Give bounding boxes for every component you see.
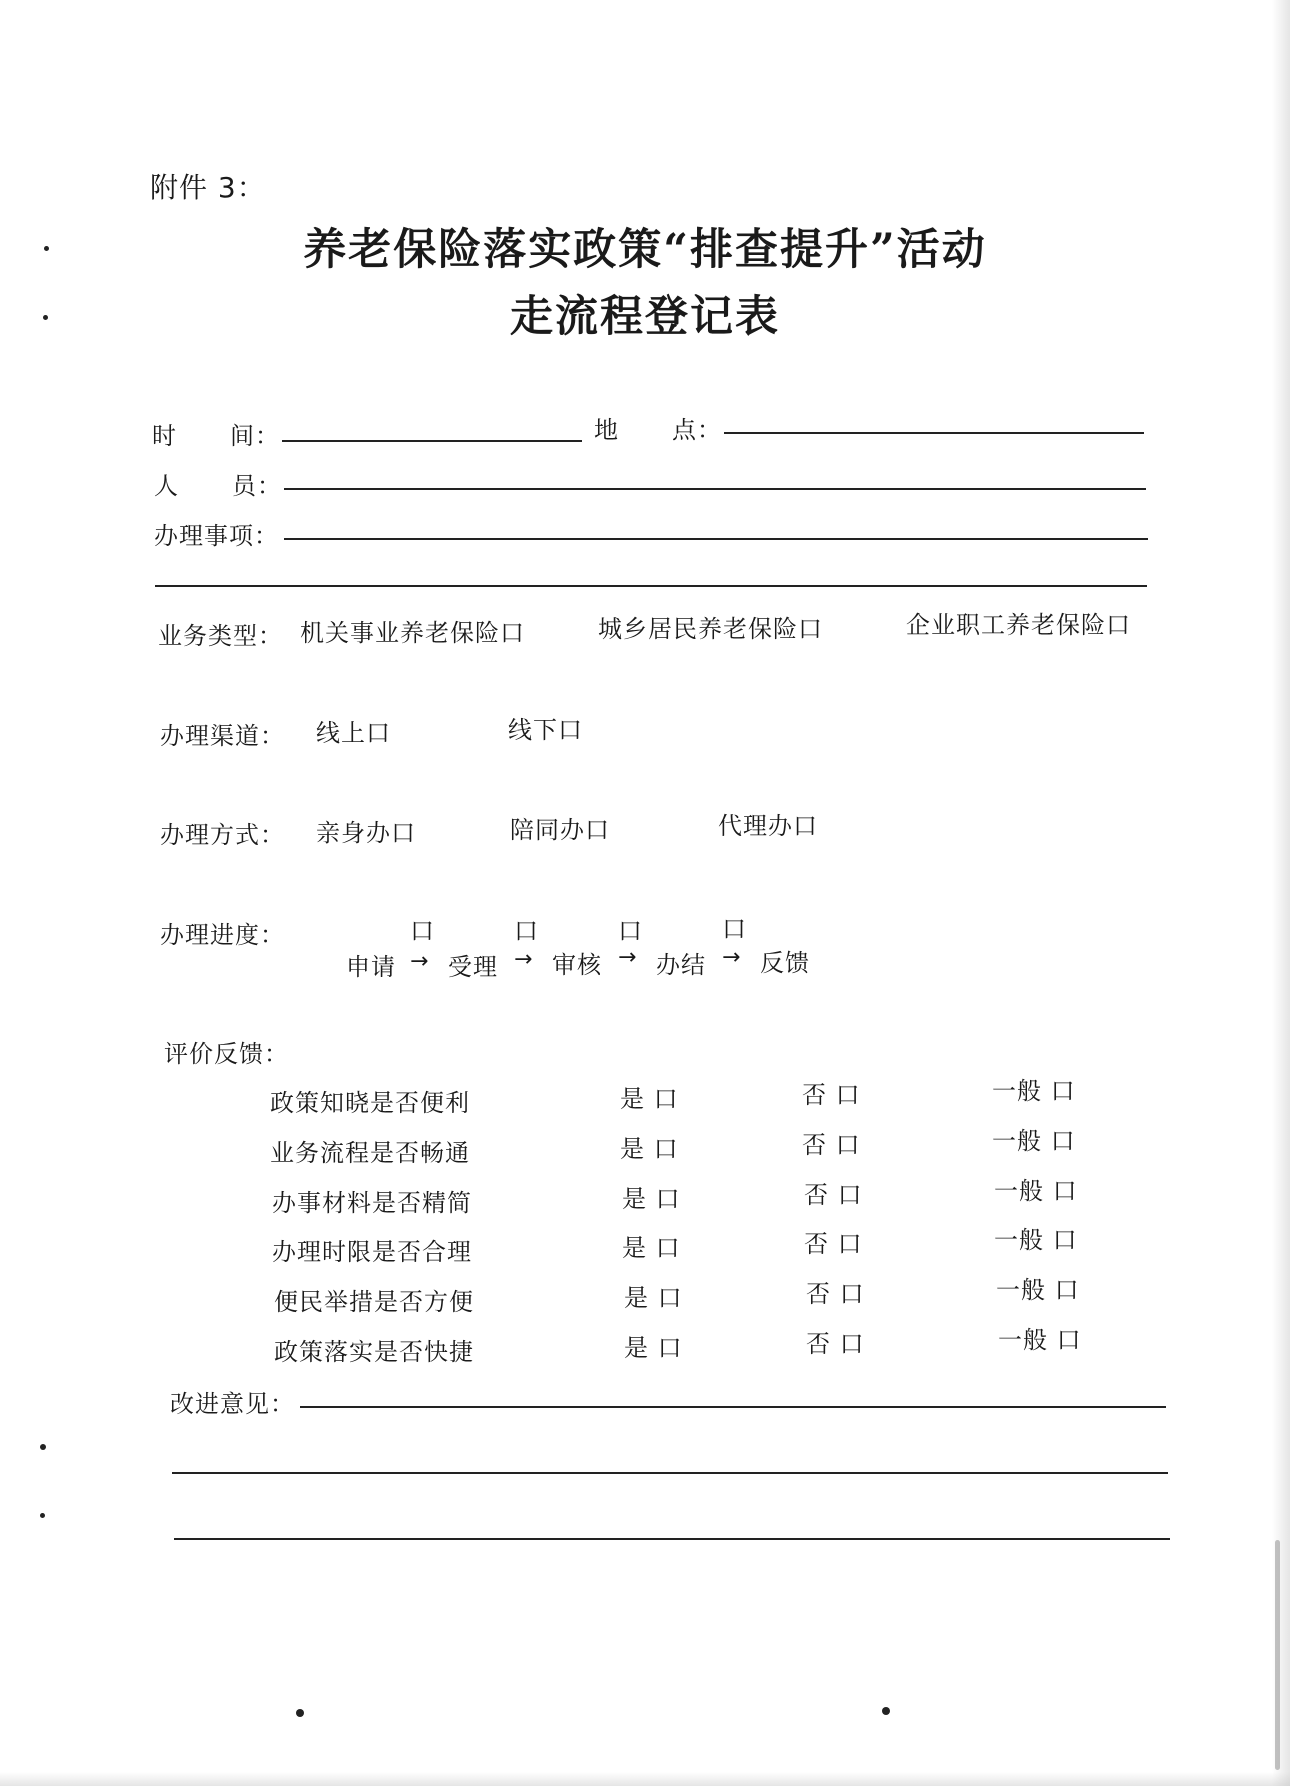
time-field-line[interactable] (282, 440, 582, 442)
improvement-field-line-2[interactable] (172, 1472, 1168, 1474)
business-type-option-enterprise[interactable]: 企业职工养老保险口 (906, 611, 1131, 639)
evaluation-no-checkbox[interactable]: 否 口 (804, 1230, 863, 1258)
evaluation-normal-checkbox[interactable]: 一般 口 (994, 1226, 1078, 1254)
scan-speck (43, 315, 48, 320)
method-option-proxy[interactable]: 代理办口 (718, 812, 818, 840)
binder-hole-mark (882, 1707, 890, 1715)
place-label-char-2: 点： (672, 416, 722, 444)
evaluation-no-checkbox[interactable]: 否 口 (802, 1131, 861, 1159)
progress-arrow-icon: → (514, 947, 534, 972)
business-type-option-urban-rural[interactable]: 城乡居民养老保险口 (598, 615, 823, 643)
channel-label: 办理渠道： (160, 722, 285, 750)
progress-step-feedback: 反馈 (760, 949, 810, 977)
evaluation-normal-checkbox[interactable]: 一般 口 (992, 1127, 1076, 1155)
evaluation-question-materials-simple: 办事材料是否精简 (272, 1189, 472, 1217)
evaluation-no-checkbox[interactable]: 否 口 (804, 1181, 863, 1209)
progress-checkbox-4[interactable]: 口 (722, 915, 747, 943)
page-bottom-shadow (0, 1772, 1290, 1786)
evaluation-yes-checkbox[interactable]: 是 口 (622, 1234, 681, 1262)
evaluation-normal-checkbox[interactable]: 一般 口 (998, 1326, 1082, 1354)
place-field-line[interactable] (724, 432, 1144, 434)
scan-speck (40, 1513, 45, 1518)
binder-hole-mark (296, 1709, 304, 1717)
evaluation-label: 评价反馈： (164, 1040, 289, 1068)
business-type-label: 业务类型： (158, 622, 283, 650)
attachment-label: 附件 3： (150, 171, 266, 204)
channel-option-online[interactable]: 线上口 (316, 719, 391, 747)
evaluation-normal-checkbox[interactable]: 一般 口 (994, 1177, 1078, 1205)
matter-field-line-2[interactable] (155, 585, 1147, 587)
evaluation-yes-checkbox[interactable]: 是 口 (620, 1085, 679, 1113)
evaluation-question-implementation-speed: 政策落实是否快捷 (274, 1338, 474, 1366)
scrollbar-thumb[interactable] (1275, 1540, 1280, 1770)
evaluation-yes-checkbox[interactable]: 是 口 (622, 1185, 681, 1213)
progress-step-complete: 办结 (656, 951, 706, 979)
title-line-1: 养老保险落实政策“排查提升”活动 (303, 225, 987, 275)
progress-label: 办理进度： (160, 921, 285, 949)
channel-option-offline[interactable]: 线下口 (508, 716, 583, 744)
progress-step-apply: 申请 (346, 953, 396, 981)
evaluation-question-convenience: 便民举措是否方便 (274, 1288, 474, 1316)
progress-arrow-icon: → (618, 945, 638, 970)
progress-arrow-icon: → (410, 949, 430, 974)
progress-checkbox-1[interactable]: 口 (410, 917, 435, 945)
evaluation-question-time-limit: 办理时限是否合理 (272, 1238, 472, 1266)
evaluation-normal-checkbox[interactable]: 一般 口 (992, 1077, 1076, 1105)
progress-step-review: 审核 (552, 951, 602, 979)
place-label-char-1: 地 (594, 416, 619, 444)
title-line-2: 走流程登记表 (510, 292, 780, 342)
scan-speck (40, 1444, 46, 1450)
progress-checkbox-3[interactable]: 口 (618, 917, 643, 945)
progress-step-accept: 受理 (448, 953, 498, 981)
matter-field-line-1[interactable] (284, 538, 1148, 540)
improvement-field-line-3[interactable] (174, 1538, 1170, 1540)
method-option-in-person[interactable]: 亲身办口 (316, 819, 416, 847)
evaluation-no-checkbox[interactable]: 否 口 (806, 1280, 865, 1308)
improvement-field-line-1[interactable] (300, 1406, 1166, 1408)
method-label: 办理方式： (160, 821, 285, 849)
matter-label: 办理事项： (154, 522, 279, 550)
progress-checkbox-2[interactable]: 口 (514, 917, 539, 945)
page-edge-shadow (1272, 0, 1290, 1786)
evaluation-question-process-smooth: 业务流程是否畅通 (270, 1139, 470, 1167)
evaluation-normal-checkbox[interactable]: 一般 口 (996, 1276, 1080, 1304)
evaluation-no-checkbox[interactable]: 否 口 (802, 1081, 861, 1109)
evaluation-yes-checkbox[interactable]: 是 口 (624, 1284, 683, 1312)
person-field-line[interactable] (284, 488, 1146, 490)
evaluation-yes-checkbox[interactable]: 是 口 (624, 1334, 683, 1362)
person-label-char-2: 员： (232, 472, 282, 500)
method-option-accompanied[interactable]: 陪同办口 (510, 816, 610, 844)
scan-speck (44, 246, 49, 251)
evaluation-no-checkbox[interactable]: 否 口 (806, 1330, 865, 1358)
progress-arrow-icon: → (722, 945, 742, 970)
improvement-label: 改进意见： (170, 1390, 295, 1418)
evaluation-yes-checkbox[interactable]: 是 口 (620, 1135, 679, 1163)
business-type-option-institution[interactable]: 机关事业养老保险口 (300, 619, 525, 647)
person-label-char-1: 人 (154, 472, 179, 500)
evaluation-question-policy-awareness: 政策知晓是否便利 (270, 1089, 470, 1117)
time-label-char-2: 间： (230, 422, 280, 450)
time-label-char-1: 时 (152, 422, 177, 450)
